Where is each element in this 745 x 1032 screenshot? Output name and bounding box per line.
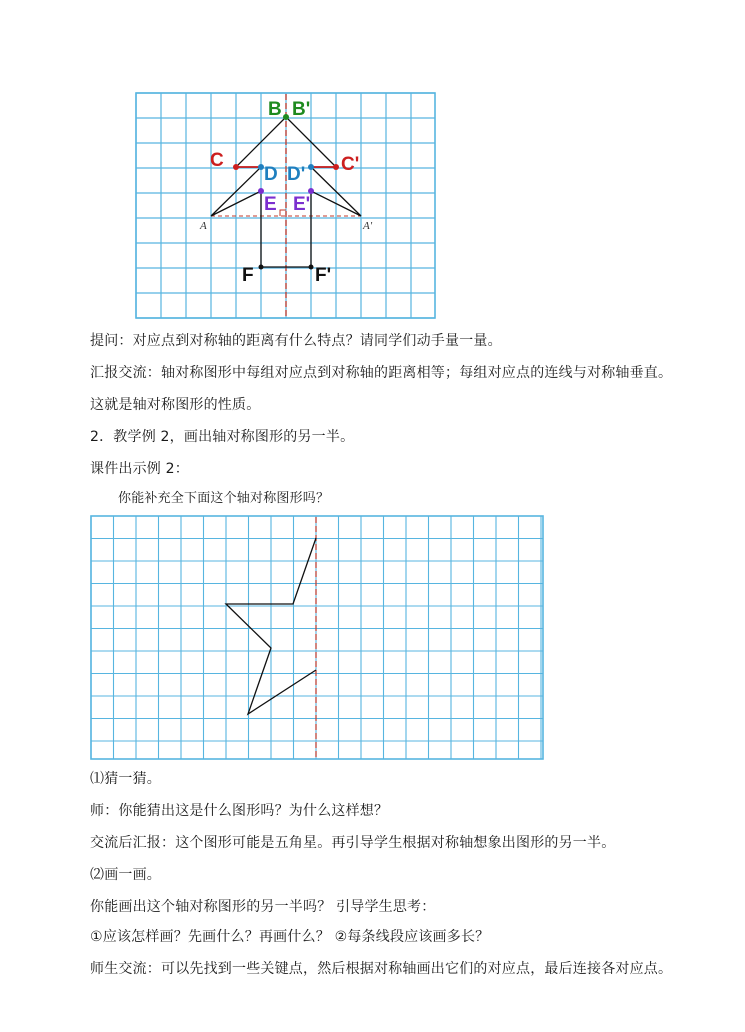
report-text: 汇报交流：轴对称图形中每组对应点到对称轴的距离相等；每组对应点的连线与对称轴垂直。 [90,365,673,381]
label-d: D [264,164,278,185]
label-c: C [210,150,224,171]
teacher-question: 师：你能猜出这是什么图形吗？为什么这样想？ [90,803,389,819]
question-text: 提问：对应点到对称轴的距离有什么特点？请同学们动手量一量。 [90,333,502,349]
label-a: A [200,220,207,232]
point-c [233,164,239,170]
label-b: B [268,99,282,120]
property-text: 这就是轴对称图形的性质。 [90,397,261,413]
label-e: E [264,194,277,215]
final-exchange: 师生交流：可以先找到一些关键点，然后根据对称轴画出它们的对应点，最后连接各对应点。 [90,961,673,977]
label-f: F [242,265,254,286]
label-a-prime: A' [363,220,373,232]
label-d-prime: D' [287,164,306,185]
step-2-label: ⑵画一画。 [90,867,161,883]
label-f-prime: F' [315,265,332,286]
half-star-figure [90,515,545,761]
courseware-text: 课件出示例 2： [90,461,189,477]
point-f-prime [309,265,314,270]
label-c-prime: C' [341,154,360,175]
point-d-prime [308,164,314,170]
right-angle-mark [280,210,286,216]
symmetry-tree-figure [135,92,437,320]
grid-figure-2 [91,516,543,759]
report-after-discussion: 交流后汇报：这个图形可能是五角星。再引导学生根据对称轴想象出图形的另一半。 [90,835,616,851]
step-1-label: ⑴猜一猜。 [90,771,161,787]
point-c-prime [333,164,339,170]
draw-question: 你能画出这个轴对称图形的另一半吗？ 引导学生思考： [90,899,436,915]
prompt-text: 你能补充全下面这个轴对称图形吗？ [118,491,330,506]
point-b [283,114,289,120]
thinking-prompts: ①应该怎样画？先画什么？再画什么？ ②每条线段应该画多长？ [90,929,490,945]
label-b-prime: B' [292,99,311,120]
point-f [259,265,264,270]
label-e-prime: E' [293,194,311,215]
example-2-heading: 2．教学例 2，画出轴对称图形的另一半。 [90,429,355,445]
